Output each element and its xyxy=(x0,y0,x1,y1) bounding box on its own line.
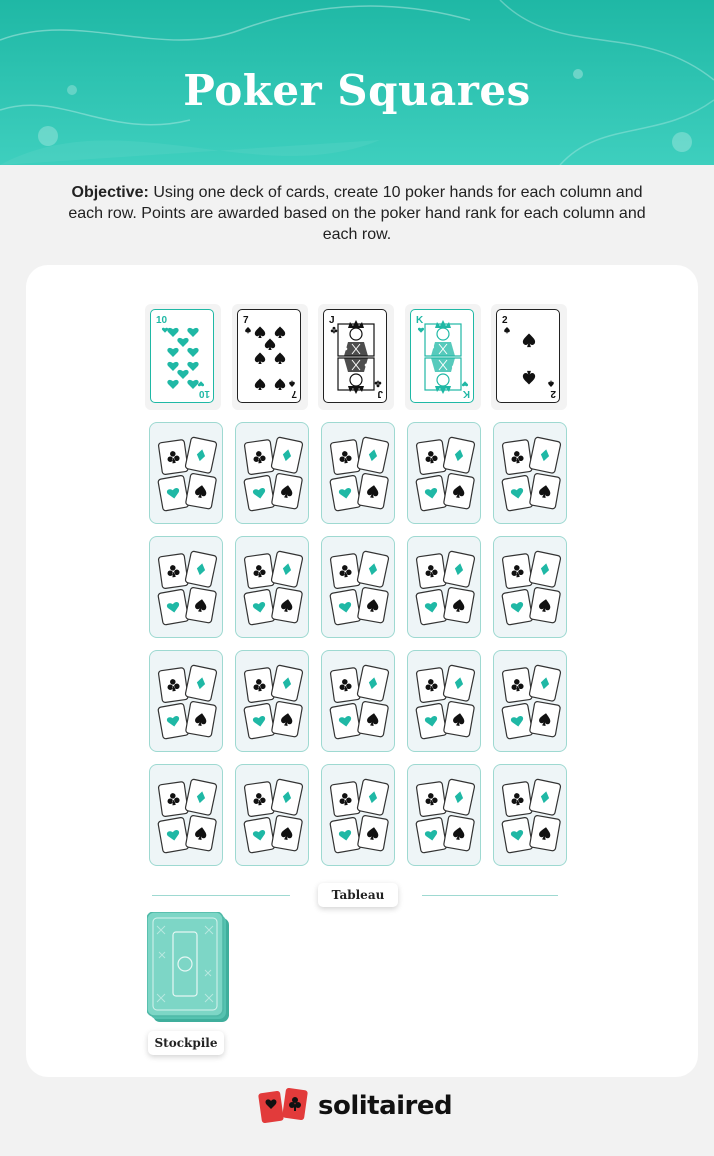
face-up-card-slot[interactable] xyxy=(318,304,394,410)
playing-card-10-heart[interactable] xyxy=(150,309,214,403)
objective-label: Objective: xyxy=(71,184,149,201)
svg-text:K: K xyxy=(415,315,423,326)
objective-body: Using one deck of cards, create 10 poker hands for each column and each row. Points are awarded based on the poker hand rank for each column and each row. xyxy=(68,184,646,243)
brand-logo xyxy=(258,1086,452,1126)
svg-text:J: J xyxy=(329,315,335,326)
playing-card-K-heart[interactable] xyxy=(410,309,474,403)
empty-tableau-slot[interactable] xyxy=(235,422,309,524)
svg-text:2: 2 xyxy=(550,388,556,399)
empty-tableau-slot[interactable] xyxy=(493,764,567,866)
empty-tableau-slot[interactable] xyxy=(235,536,309,638)
empty-tableau-slot[interactable] xyxy=(407,650,481,752)
playing-card-7-spade[interactable] xyxy=(237,309,301,403)
svg-text:2: 2 xyxy=(502,315,508,326)
header-banner xyxy=(0,0,714,165)
tableau-divider-right xyxy=(422,895,558,896)
svg-text:10: 10 xyxy=(156,315,168,326)
tableau-label: Tableau xyxy=(318,883,398,907)
svg-text:J: J xyxy=(377,388,383,399)
face-up-card-slot[interactable] xyxy=(232,304,308,410)
empty-tableau-slot[interactable] xyxy=(149,536,223,638)
svg-text:K: K xyxy=(462,388,470,399)
empty-tableau-slot[interactable] xyxy=(493,422,567,524)
empty-tableau-slot[interactable] xyxy=(149,650,223,752)
page-title: Poker Squares xyxy=(183,66,531,115)
empty-tableau-slot[interactable] xyxy=(493,650,567,752)
empty-tableau-slot[interactable] xyxy=(321,650,395,752)
cards-logo-icon xyxy=(258,1087,310,1125)
svg-text:7: 7 xyxy=(242,315,249,326)
empty-tableau-slot[interactable] xyxy=(493,536,567,638)
empty-tableau-slot[interactable] xyxy=(235,650,309,752)
tableau-divider-left xyxy=(152,895,290,896)
empty-tableau-slot[interactable] xyxy=(321,764,395,866)
playing-card-2-spade[interactable] xyxy=(496,309,560,403)
svg-text:7: 7 xyxy=(290,388,297,399)
svg-text:10: 10 xyxy=(198,388,210,399)
empty-tableau-slot[interactable] xyxy=(407,764,481,866)
empty-tableau-slot[interactable] xyxy=(407,422,481,524)
face-up-card-slot[interactable] xyxy=(405,304,481,410)
brand-name: solitaired xyxy=(318,1091,453,1121)
empty-tableau-slot[interactable] xyxy=(321,536,395,638)
face-up-card-slot[interactable] xyxy=(145,304,221,410)
empty-tableau-slot[interactable] xyxy=(149,422,223,524)
empty-tableau-slot[interactable] xyxy=(235,764,309,866)
empty-tableau-slot[interactable] xyxy=(407,536,481,638)
empty-tableau-slot[interactable] xyxy=(149,764,223,866)
objective-text xyxy=(60,182,654,245)
stockpile-deck[interactable] xyxy=(147,912,229,1022)
empty-tableau-slot[interactable] xyxy=(321,422,395,524)
stockpile-label: Stockpile xyxy=(148,1031,224,1055)
face-up-card-slot[interactable] xyxy=(491,304,567,410)
playing-card-J-club[interactable] xyxy=(323,309,387,403)
